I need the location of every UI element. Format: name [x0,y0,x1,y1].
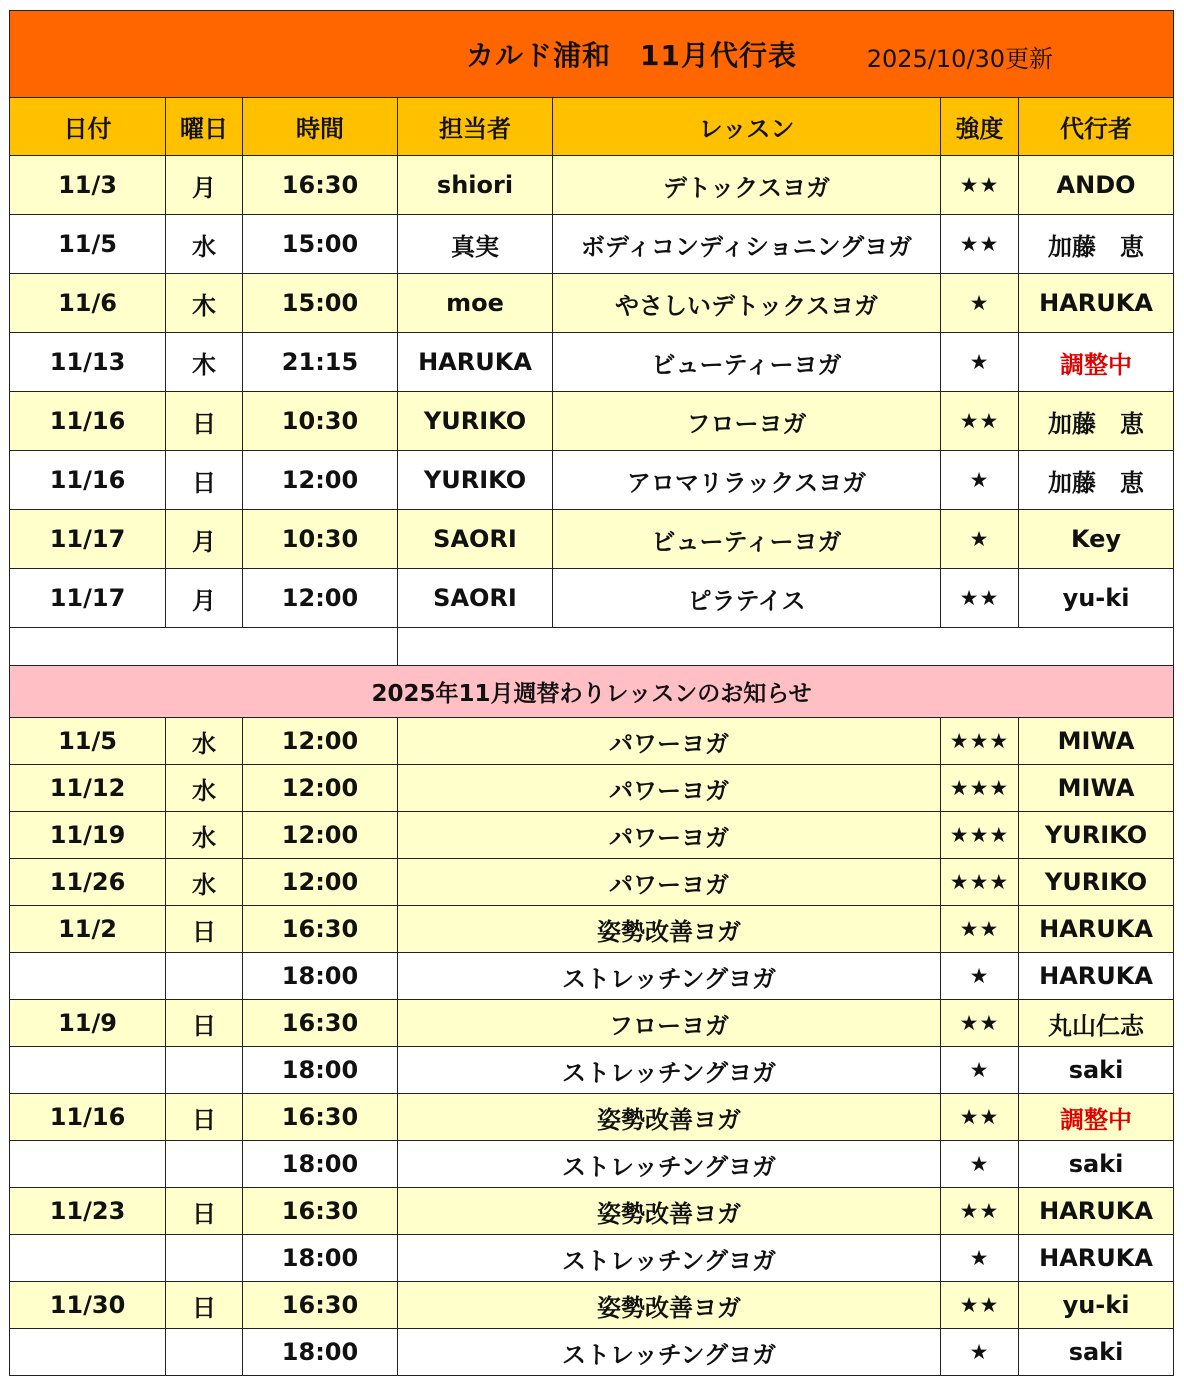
instructor-cell: 丸山仁志 [1019,1000,1174,1047]
intensity-cell: ★★ [941,215,1019,274]
instructor-cell: 調整中 [1019,1094,1174,1141]
instructor-cell: MIWA [1019,718,1174,765]
weekly-row [10,1188,1174,1235]
substitution-row [10,156,1174,215]
lesson-cell: アロマリラックスヨガ [553,451,941,510]
header-lesson: レッスン [553,98,941,156]
lesson-cell: パワーヨガ [398,765,941,812]
instructor-cell: saki [1019,1141,1174,1188]
intensity-cell: ★★ [941,156,1019,215]
time-cell: 18:00 [243,1047,398,1094]
intensity-cell: ★★ [941,906,1019,953]
instructor-cell: yu-ki [1019,1282,1174,1329]
substitution-row [10,569,1174,628]
spacer-cell [398,628,1174,666]
lesson-cell: フローヨガ [398,1000,941,1047]
day-cell: 日 [166,1094,243,1141]
substitute-cell: ANDO [1019,156,1174,215]
weekly-row [10,906,1174,953]
date-cell: 11/5 [10,718,166,765]
date-cell: 11/17 [10,510,166,569]
instructor-cell: HARUKA [1019,1188,1174,1235]
date-cell: 11/3 [10,156,166,215]
substitute-cell: yu-ki [1019,569,1174,628]
date-cell: 11/12 [10,765,166,812]
lesson-cell: ビューティーヨガ [553,510,941,569]
time-cell: 16:30 [243,156,398,215]
day-cell [166,1329,243,1376]
intensity-cell: ★ [941,1141,1019,1188]
substitute-cell: 加藤 恵 [1019,215,1174,274]
time-cell: 12:00 [243,812,398,859]
weekly-row [10,1282,1174,1329]
day-cell: 日 [166,1282,243,1329]
date-cell [10,1235,166,1282]
day-cell: 月 [166,510,243,569]
instructor-cell: YURIKO [1019,812,1174,859]
intensity-cell: ★ [941,333,1019,392]
date-cell: 11/9 [10,1000,166,1047]
date-cell [10,953,166,1000]
time-cell: 15:00 [243,274,398,333]
time-cell: 16:30 [243,906,398,953]
time-cell: 12:00 [243,718,398,765]
substitute-cell: 調整中 [1019,333,1174,392]
intensity-cell: ★★★ [941,765,1019,812]
date-cell: 11/19 [10,812,166,859]
header-date: 日付 [10,98,166,156]
day-cell [166,1141,243,1188]
weekly-row [10,1047,1174,1094]
instructor-cell: shiori [398,156,553,215]
day-cell: 日 [166,1188,243,1235]
lesson-cell: デトックスヨガ [553,156,941,215]
lesson-cell: 姿勢改善ヨガ [398,1188,941,1235]
intensity-cell: ★ [941,1235,1019,1282]
time-cell: 12:00 [243,569,398,628]
lesson-cell: フローヨガ [553,392,941,451]
header-substitute: 代行者 [1019,98,1174,156]
header-time: 時間 [243,98,398,156]
instructor-cell: SAORI [398,510,553,569]
day-cell: 水 [166,859,243,906]
time-cell: 10:30 [243,392,398,451]
substitution-row [10,333,1174,392]
day-cell: 月 [166,156,243,215]
date-cell: 11/2 [10,906,166,953]
instructor-cell: SAORI [398,569,553,628]
time-cell: 18:00 [243,1141,398,1188]
time-cell: 12:00 [243,859,398,906]
header-instructor: 担当者 [398,98,553,156]
instructor-cell: HARUKA [1019,906,1174,953]
day-cell: 水 [166,765,243,812]
date-cell: 11/6 [10,274,166,333]
substitute-cell: 加藤 恵 [1019,392,1174,451]
time-cell: 12:00 [243,765,398,812]
intensity-cell: ★ [941,510,1019,569]
instructor-cell: HARUKA [1019,953,1174,1000]
intensity-cell: ★ [941,1047,1019,1094]
substitution-row [10,451,1174,510]
time-cell: 10:30 [243,510,398,569]
lesson-cell: ストレッチングヨガ [398,1235,941,1282]
substitution-row [10,215,1174,274]
date-cell [10,1329,166,1376]
date-cell: 11/17 [10,569,166,628]
weekly-row [10,1000,1174,1047]
time-cell: 16:30 [243,1000,398,1047]
day-cell [166,953,243,1000]
time-cell: 16:30 [243,1282,398,1329]
intensity-cell: ★★ [941,569,1019,628]
lesson-cell: ストレッチングヨガ [398,953,941,1000]
instructor-cell: moe [398,274,553,333]
intensity-cell: ★★ [941,392,1019,451]
time-cell: 18:00 [243,1235,398,1282]
day-cell: 日 [166,451,243,510]
instructor-cell: YURIKO [1019,859,1174,906]
lesson-cell: 姿勢改善ヨガ [398,1094,941,1141]
spacer-cell [10,628,398,666]
substitution-table [9,10,1174,1376]
intensity-cell: ★★★ [941,859,1019,906]
lesson-cell: ストレッチングヨガ [398,1329,941,1376]
date-cell: 11/23 [10,1188,166,1235]
instructor-cell: YURIKO [398,451,553,510]
title-row [10,11,1174,98]
lesson-cell: ビューティーヨガ [553,333,941,392]
date-cell [10,1047,166,1094]
intensity-cell: ★★ [941,1188,1019,1235]
weekly-row [10,1235,1174,1282]
weekly-row [10,718,1174,765]
lesson-cell: ピラテイス [553,569,941,628]
date-cell: 11/16 [10,1094,166,1141]
time-cell: 18:00 [243,1329,398,1376]
date-cell [10,1141,166,1188]
instructor-cell: saki [1019,1329,1174,1376]
instructor-cell: MIWA [1019,765,1174,812]
lesson-cell: ストレッチングヨガ [398,1141,941,1188]
intensity-cell: ★★ [941,1000,1019,1047]
day-cell [166,1235,243,1282]
substitute-cell: HARUKA [1019,274,1174,333]
intensity-cell: ★ [941,274,1019,333]
instructor-cell: saki [1019,1047,1174,1094]
day-cell: 水 [166,718,243,765]
intensity-cell: ★★ [941,1094,1019,1141]
substitution-row [10,510,1174,569]
day-cell: 月 [166,569,243,628]
lesson-cell: 姿勢改善ヨガ [398,1282,941,1329]
header-intensity: 強度 [941,98,1019,156]
date-cell: 11/16 [10,392,166,451]
time-cell: 12:00 [243,451,398,510]
day-cell: 木 [166,274,243,333]
header-day: 曜日 [166,98,243,156]
lesson-cell: やさしいデトックスヨガ [553,274,941,333]
intensity-cell: ★★★ [941,718,1019,765]
spacer-row [10,628,1174,666]
substitution-row [10,274,1174,333]
weekly-row [10,953,1174,1000]
date-cell: 11/5 [10,215,166,274]
lesson-cell: パワーヨガ [398,812,941,859]
date-cell: 11/26 [10,859,166,906]
instructor-cell: 真実 [398,215,553,274]
time-cell: 16:30 [243,1188,398,1235]
substitution-row [10,392,1174,451]
intensity-cell: ★ [941,953,1019,1000]
weekly-row [10,765,1174,812]
weekly-row [10,812,1174,859]
weekly-title: 2025年11月週替わりレッスンのお知らせ [10,666,1174,718]
day-cell: 日 [166,392,243,451]
day-cell: 日 [166,906,243,953]
day-cell [166,1047,243,1094]
lesson-cell: ストレッチングヨガ [398,1047,941,1094]
intensity-cell: ★★ [941,1282,1019,1329]
weekly-row [10,859,1174,906]
weekly-title-row [10,666,1174,718]
intensity-cell: ★ [941,1329,1019,1376]
weekly-row [10,1094,1174,1141]
instructor-cell: HARUKA [398,333,553,392]
weekly-row [10,1329,1174,1376]
lesson-cell: パワーヨガ [398,718,941,765]
day-cell: 水 [166,215,243,274]
date-cell: 11/30 [10,1282,166,1329]
date-cell: 11/16 [10,451,166,510]
day-cell: 木 [166,333,243,392]
instructor-cell: YURIKO [398,392,553,451]
title-cell [10,11,1174,98]
updated-date: 2025/10/30更新 [866,45,1054,73]
time-cell: 18:00 [243,953,398,1000]
header-row [10,98,1174,156]
page-title: カルド浦和 11月代行表 [466,39,798,72]
intensity-cell: ★★★ [941,812,1019,859]
time-cell: 15:00 [243,215,398,274]
substitute-cell: 加藤 恵 [1019,451,1174,510]
lesson-cell: 姿勢改善ヨガ [398,906,941,953]
time-cell: 16:30 [243,1094,398,1141]
day-cell: 日 [166,1000,243,1047]
lesson-cell: ボディコンディショニングヨガ [553,215,941,274]
lesson-cell: パワーヨガ [398,859,941,906]
date-cell: 11/13 [10,333,166,392]
day-cell: 水 [166,812,243,859]
instructor-cell: HARUKA [1019,1235,1174,1282]
intensity-cell: ★ [941,451,1019,510]
substitute-cell: Key [1019,510,1174,569]
time-cell: 21:15 [243,333,398,392]
weekly-row [10,1141,1174,1188]
